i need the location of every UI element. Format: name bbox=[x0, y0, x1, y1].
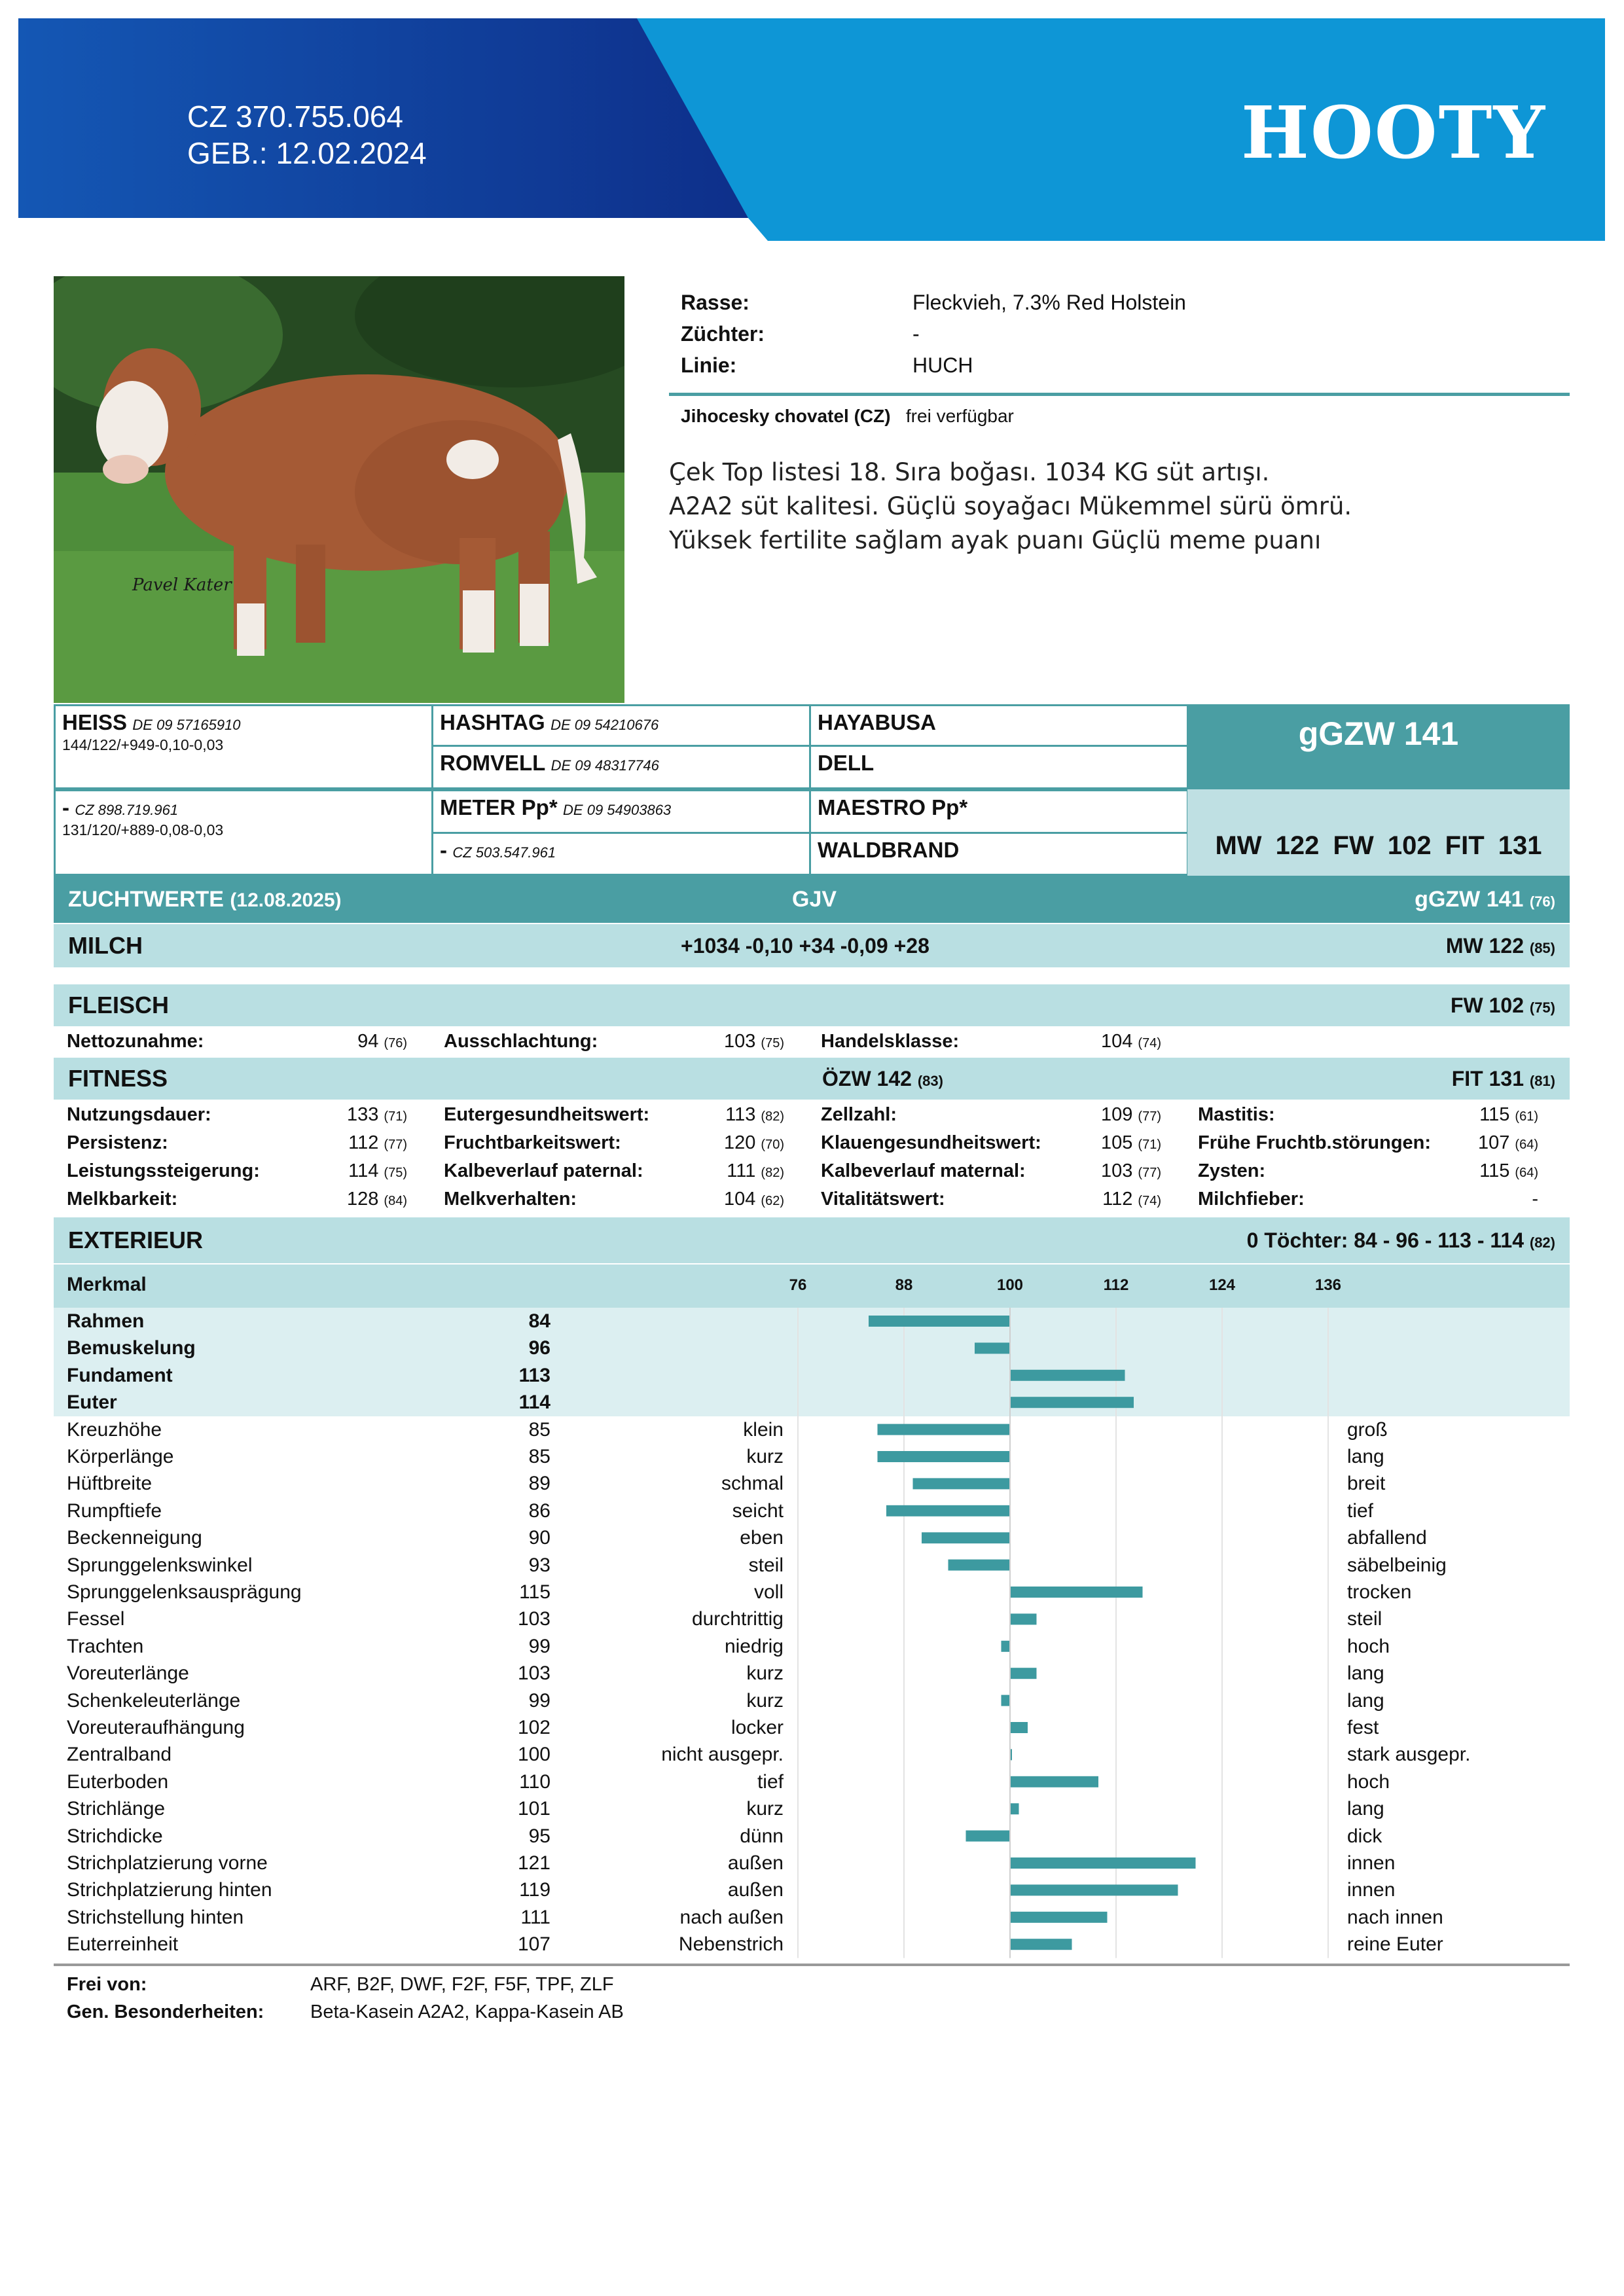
zuchtwerte-right-rel: (76) bbox=[1529, 893, 1555, 910]
exterieur-row bbox=[0, 1416, 1624, 1443]
fleisch-right-rel: (75) bbox=[1529, 999, 1555, 1016]
item-value: 104 bbox=[1100, 1031, 1133, 1052]
trait-name: Voreuterlänge bbox=[67, 1662, 189, 1685]
trait-value: 114 bbox=[518, 1391, 550, 1414]
pedigree-dam bbox=[54, 789, 433, 876]
trait-high-label: innen bbox=[1347, 1879, 1396, 1901]
info-value: HUCH bbox=[912, 353, 973, 377]
item-key: Milchfieber: bbox=[1198, 1189, 1305, 1210]
sd-name: ROMVELL bbox=[440, 751, 546, 775]
trait-name: Strichdicke bbox=[67, 1825, 163, 1847]
trait-name: Trachten bbox=[67, 1635, 144, 1657]
fitness-item bbox=[821, 1129, 1161, 1157]
dds-name: WALDBRAND bbox=[818, 838, 960, 862]
exterieur-row bbox=[0, 1687, 1624, 1714]
item-key: Kalbeverlauf paternal: bbox=[444, 1160, 643, 1181]
item-value: 107 bbox=[1477, 1132, 1510, 1153]
bull-illustration bbox=[54, 276, 624, 703]
item-rel: (77) bbox=[384, 1138, 407, 1152]
summary-badge: MW 122 FW 102 FIT 131 bbox=[1187, 789, 1570, 876]
item-rel: (82) bbox=[761, 1166, 784, 1180]
trait-value: 86 bbox=[528, 1499, 550, 1522]
trait-low-label: locker bbox=[731, 1717, 784, 1738]
item-key: Mastitis: bbox=[1198, 1104, 1275, 1125]
item-value: 111 bbox=[727, 1160, 756, 1181]
milch-right-rel: (85) bbox=[1529, 940, 1555, 956]
trait-value: 121 bbox=[517, 1852, 550, 1874]
item-rel: (75) bbox=[761, 1036, 784, 1050]
exterieur-row bbox=[0, 1876, 1624, 1903]
trait-name: Voreuteraufhängung bbox=[67, 1717, 245, 1738]
trait-low-label: niedrig bbox=[724, 1635, 784, 1657]
item-key: Nettozunahme: bbox=[67, 1031, 204, 1052]
item-rel: (70) bbox=[761, 1138, 784, 1152]
sds-name: DELL bbox=[818, 751, 875, 775]
item-value: 112 bbox=[348, 1132, 379, 1153]
info-label: Rasse: bbox=[681, 291, 749, 314]
trait-high-label: hoch bbox=[1347, 1635, 1390, 1657]
item-rel: (71) bbox=[384, 1109, 407, 1124]
dam-name: - bbox=[62, 795, 69, 819]
genetic-features-label: Gen. Besonderheiten: bbox=[67, 2001, 264, 2022]
info-row-line bbox=[669, 350, 1570, 381]
trait-name: Körperlänge bbox=[67, 1446, 174, 1467]
exterieur-row bbox=[0, 1470, 1624, 1497]
trait-name: Beckenneigung bbox=[67, 1527, 202, 1549]
exterieur-row bbox=[0, 1524, 1624, 1551]
trait-low-label: kurz bbox=[746, 1662, 784, 1685]
trait-value: 100 bbox=[517, 1744, 550, 1766]
trait-value: 101 bbox=[517, 1798, 550, 1820]
sire-stats: 144/122/+949-0,10-0,03 bbox=[62, 736, 224, 753]
free-from-label: Frei von: bbox=[67, 1974, 147, 1995]
trait-value: 103 bbox=[517, 1608, 550, 1630]
free-from-value: ARF, B2F, DWF, F2F, F5F, TPF, ZLF bbox=[310, 1974, 614, 1995]
ss-name: HASHTAG bbox=[440, 710, 545, 734]
trait-value: 95 bbox=[528, 1825, 550, 1847]
description-line: Çek Top listesi 18. Sıra boğası. 1034 KG süt artışı. bbox=[669, 458, 1270, 486]
description-line: A2A2 süt kalitesi. Güçlü soyağacı Mükemmel sürü ömrü. bbox=[669, 492, 1352, 520]
trait-value: 115 bbox=[519, 1581, 550, 1603]
exterieur-row bbox=[0, 1579, 1624, 1605]
trait-value: 110 bbox=[519, 1770, 550, 1793]
pedigree-dam-sire bbox=[431, 789, 811, 834]
item-value: 115 bbox=[1479, 1104, 1510, 1125]
trait-high-label: fest bbox=[1347, 1717, 1379, 1738]
item-key: Zysten: bbox=[1198, 1160, 1266, 1181]
trait-name: Strichstellung hinten bbox=[67, 1906, 244, 1928]
exterieur-row bbox=[0, 1443, 1624, 1470]
fitness-center bbox=[822, 1058, 943, 1102]
ss-id: DE 09 54210676 bbox=[550, 717, 659, 733]
exterieur-row bbox=[0, 1714, 1624, 1741]
item-key: Kalbeverlauf maternal: bbox=[821, 1160, 1026, 1181]
exterieur-row bbox=[0, 1308, 1624, 1335]
fitness-item bbox=[67, 1101, 407, 1128]
item-rel: (77) bbox=[1138, 1109, 1161, 1124]
trait-high-label: groß bbox=[1347, 1418, 1388, 1441]
item-value: 133 bbox=[346, 1104, 379, 1125]
item-value: 109 bbox=[1100, 1104, 1133, 1125]
pedigree-dss bbox=[809, 789, 1189, 834]
item-value: 128 bbox=[346, 1189, 379, 1210]
milch-band bbox=[54, 924, 1570, 967]
trait-low-label: durchtrittig bbox=[691, 1608, 784, 1630]
fitness-center-rel: (83) bbox=[917, 1073, 943, 1089]
fitness-item bbox=[67, 1157, 407, 1185]
exterieur-right-rel: (82) bbox=[1529, 1234, 1555, 1251]
scale-tick-label: 76 bbox=[789, 1276, 807, 1294]
fitness-item bbox=[821, 1157, 1161, 1185]
fitness-item bbox=[1198, 1129, 1538, 1157]
fitness-item bbox=[444, 1157, 784, 1185]
fitness-item bbox=[821, 1101, 1161, 1128]
trait-low-label: kurz bbox=[746, 1798, 784, 1820]
scale-tick-label: 88 bbox=[895, 1276, 913, 1294]
trait-value: 85 bbox=[528, 1418, 550, 1441]
trait-value: 99 bbox=[528, 1635, 550, 1657]
item-key: Eutergesundheitswert: bbox=[444, 1104, 650, 1125]
scale-tick-label: 100 bbox=[996, 1276, 1024, 1294]
pedigree-dam-dam bbox=[431, 832, 811, 876]
zuchtwerte-date: (12.08.2025) bbox=[230, 889, 342, 911]
info-label: Linie: bbox=[681, 353, 737, 377]
trait-high-label: breit bbox=[1347, 1473, 1386, 1495]
fleisch-right bbox=[1451, 984, 1555, 1029]
item-rel: (74) bbox=[1138, 1194, 1161, 1208]
trait-high-label: lang bbox=[1347, 1689, 1384, 1712]
trait-low-label: außen bbox=[727, 1852, 784, 1874]
trait-low-label: voll bbox=[753, 1581, 784, 1603]
pedigree-sire-dam bbox=[431, 745, 811, 789]
sd-id: DE 09 48317746 bbox=[550, 757, 659, 774]
trait-value: 99 bbox=[528, 1689, 550, 1712]
trait-name: Euterreinheit bbox=[67, 1933, 179, 1956]
item-value: 105 bbox=[1100, 1132, 1133, 1153]
trait-high-label: säbelbeinig bbox=[1347, 1554, 1447, 1576]
pedigree-sire-sire bbox=[431, 704, 811, 747]
item-key: Klauengesundheitswert: bbox=[821, 1132, 1041, 1153]
divider bbox=[669, 393, 1570, 396]
fitness-item bbox=[67, 1129, 407, 1157]
trait-name: Fessel bbox=[67, 1608, 125, 1630]
trait-low-label: außen bbox=[727, 1879, 784, 1901]
trait-high-label: innen bbox=[1347, 1852, 1396, 1874]
exterieur-row bbox=[0, 1552, 1624, 1579]
fitness-right-rel: (81) bbox=[1529, 1073, 1555, 1089]
bull-name: HOOTY bbox=[1241, 90, 1546, 175]
scale-tick-label: 112 bbox=[1103, 1276, 1129, 1294]
availability: frei verfügbar bbox=[905, 406, 1014, 426]
ds-id: DE 09 54903863 bbox=[563, 802, 672, 818]
pedigree bbox=[54, 704, 1570, 876]
dam-id: CZ 898.719.961 bbox=[75, 802, 179, 818]
item-key: Vitalitätswert: bbox=[821, 1189, 945, 1210]
exterieur-row bbox=[0, 1498, 1624, 1524]
item-rel: (62) bbox=[761, 1194, 784, 1208]
zuchtwerte-band bbox=[54, 876, 1570, 923]
trait-low-label: tief bbox=[757, 1770, 784, 1793]
milch-right-value: MW 122 bbox=[1445, 934, 1524, 958]
footer-divider bbox=[54, 1964, 1570, 1966]
ds-name: METER Pp* bbox=[440, 795, 558, 819]
trait-name: Kreuzhöhe bbox=[67, 1418, 162, 1441]
pedigree-dds bbox=[809, 832, 1189, 876]
trait-name: Strichplatzierung hinten bbox=[67, 1879, 272, 1901]
sire-name: HEISS bbox=[62, 710, 128, 734]
item-key: Ausschlachtung: bbox=[444, 1031, 598, 1052]
item-key: Melkverhalten: bbox=[444, 1189, 577, 1210]
fitness-item bbox=[444, 1185, 784, 1213]
fleisch-item bbox=[67, 1028, 407, 1055]
item-rel: (71) bbox=[1138, 1138, 1161, 1152]
item-rel: (64) bbox=[1515, 1166, 1538, 1180]
item-value: - bbox=[1532, 1189, 1538, 1210]
trait-low-label: seicht bbox=[732, 1499, 784, 1522]
exterieur-row bbox=[0, 1633, 1624, 1660]
fitness-item bbox=[1198, 1185, 1538, 1213]
item-value: 114 bbox=[348, 1160, 379, 1181]
exterieur-row bbox=[0, 1850, 1624, 1876]
exterieur-title: EXTERIEUR bbox=[68, 1227, 204, 1253]
exterieur-row bbox=[0, 1362, 1624, 1389]
zuchtwerte-right-value: gGZW 141 bbox=[1415, 887, 1524, 912]
exterieur-row bbox=[0, 1660, 1624, 1687]
pedigree-sire bbox=[54, 704, 433, 789]
fitness-item bbox=[1198, 1101, 1538, 1128]
zuchtwerte-title bbox=[68, 876, 342, 924]
trait-value: 84 bbox=[528, 1310, 550, 1332]
item-value: 94 bbox=[357, 1031, 379, 1052]
trait-value: 119 bbox=[519, 1879, 550, 1901]
trait-low-label: Nebenstrich bbox=[678, 1933, 784, 1956]
trait-low-label: kurz bbox=[746, 1689, 784, 1712]
fleisch-band bbox=[54, 984, 1570, 1026]
item-value: 120 bbox=[723, 1132, 756, 1153]
fitness-item bbox=[67, 1185, 407, 1213]
trait-value: 93 bbox=[528, 1554, 550, 1576]
trait-value: 113 bbox=[518, 1364, 550, 1386]
sire-id: DE 09 57165910 bbox=[132, 717, 241, 733]
fitness-title: FITNESS bbox=[68, 1065, 168, 1092]
trait-high-label: tief bbox=[1347, 1499, 1374, 1522]
birth-date: GEB.: 12.02.2024 bbox=[187, 136, 427, 170]
dd-id: CZ 503.547.961 bbox=[452, 844, 556, 861]
exterieur-row bbox=[0, 1931, 1624, 1958]
trait-name: Sprunggelenkswinkel bbox=[67, 1554, 253, 1576]
item-key: Fruchtbarkeitswert: bbox=[444, 1132, 621, 1153]
dam-stats: 131/120/+889-0,08-0,03 bbox=[62, 821, 224, 838]
trait-high-label: hoch bbox=[1347, 1770, 1390, 1793]
trait-low-label: nicht ausgepr. bbox=[661, 1744, 784, 1766]
trait-name: Rumpftiefe bbox=[67, 1499, 162, 1522]
fleisch-item bbox=[444, 1028, 784, 1055]
fitness-right bbox=[1452, 1058, 1555, 1102]
exterieur-header bbox=[54, 1265, 1570, 1308]
fitness-item bbox=[821, 1185, 1161, 1213]
fitness-item bbox=[444, 1129, 784, 1157]
fleisch-item bbox=[821, 1028, 1161, 1055]
milch-values: +1034 -0,10 +34 -0,09 +28 bbox=[681, 934, 929, 958]
scale-tick-label: 136 bbox=[1314, 1276, 1342, 1294]
trait-name: Sprunggelenksausprägung bbox=[67, 1581, 302, 1603]
item-key: Melkbarkeit: bbox=[67, 1189, 178, 1210]
item-value: 104 bbox=[723, 1189, 756, 1210]
item-key: Frühe Fruchtb.störungen: bbox=[1198, 1132, 1432, 1153]
trait-low-label: nach außen bbox=[679, 1906, 784, 1928]
item-rel: (74) bbox=[1138, 1036, 1161, 1050]
trait-name: Zentralband bbox=[67, 1744, 172, 1766]
info-label: Züchter: bbox=[681, 322, 765, 346]
trait-high-label: steil bbox=[1347, 1608, 1382, 1630]
trait-name: Euterboden bbox=[67, 1770, 169, 1793]
item-value: 103 bbox=[1100, 1160, 1133, 1181]
trait-value: 85 bbox=[528, 1446, 550, 1467]
item-value: 103 bbox=[723, 1031, 756, 1052]
trait-value: 102 bbox=[517, 1717, 550, 1738]
trait-name: Fundament bbox=[67, 1364, 173, 1386]
photo-caption: Pavel Kater bbox=[132, 575, 232, 595]
item-key: Nutzungsdauer: bbox=[67, 1104, 211, 1125]
trait-low-label: steil bbox=[748, 1554, 784, 1576]
trait-value: 96 bbox=[528, 1337, 550, 1359]
fitness-band bbox=[54, 1058, 1570, 1100]
exterieur-row bbox=[0, 1605, 1624, 1632]
registration-id: CZ 370.755.064 bbox=[187, 99, 403, 134]
exterieur-right bbox=[1247, 1217, 1555, 1266]
trait-high-label: stark ausgepr. bbox=[1347, 1744, 1471, 1766]
fitness-item bbox=[444, 1101, 784, 1128]
fleisch-title: FLEISCH bbox=[68, 992, 170, 1018]
exterieur-row bbox=[0, 1741, 1624, 1768]
info-value: Fleckvieh, 7.3% Red Holstein bbox=[912, 291, 1186, 314]
trait-high-label: lang bbox=[1347, 1798, 1384, 1820]
item-rel: (77) bbox=[1138, 1166, 1161, 1180]
dd-name: - bbox=[440, 838, 447, 862]
exterieur-band bbox=[54, 1217, 1570, 1263]
zuchtwerte-center: GJV bbox=[792, 887, 837, 912]
free-from bbox=[67, 1971, 614, 1998]
trait-value: 103 bbox=[517, 1662, 550, 1685]
item-key: Persistenz: bbox=[67, 1132, 168, 1153]
trait-low-label: eben bbox=[740, 1527, 784, 1549]
fitness-center-value: ÖZW 142 bbox=[822, 1067, 912, 1090]
pedigree-sds bbox=[809, 745, 1189, 789]
trait-high-label: reine Euter bbox=[1347, 1933, 1443, 1956]
owner-availability bbox=[681, 398, 1014, 435]
ggzw-badge: gGZW 141 bbox=[1187, 704, 1570, 789]
description bbox=[669, 456, 1454, 558]
description-line: Yüksek fertilite sağlam ayak puanı Güçlü meme puanı bbox=[669, 526, 1322, 554]
sss-name: HAYABUSA bbox=[818, 710, 936, 734]
trait-high-label: nach innen bbox=[1347, 1906, 1443, 1928]
trait-name: Euter bbox=[67, 1391, 117, 1414]
trait-name: Schenkeleuterlänge bbox=[67, 1689, 241, 1712]
item-rel: (75) bbox=[384, 1166, 407, 1180]
trait-name: Strichlänge bbox=[67, 1798, 166, 1820]
header-banner bbox=[18, 18, 1605, 241]
item-rel: (64) bbox=[1515, 1138, 1538, 1152]
trait-name: Hüftbreite bbox=[67, 1473, 153, 1495]
info-row-breeder bbox=[669, 318, 1570, 350]
exterieur-row bbox=[0, 1389, 1624, 1416]
trait-name: Strichplatzierung vorne bbox=[67, 1852, 268, 1874]
trait-high-label: trocken bbox=[1347, 1581, 1412, 1603]
trait-low-label: dünn bbox=[740, 1825, 784, 1847]
trait-low-label: klein bbox=[743, 1418, 784, 1441]
exterieur-right-value: 0 Töchter: 84 - 96 - 113 - 114 bbox=[1246, 1229, 1524, 1252]
item-rel: (84) bbox=[384, 1194, 407, 1208]
item-key: Leistungssteigerung: bbox=[67, 1160, 260, 1181]
trait-low-label: kurz bbox=[746, 1446, 784, 1467]
item-value: 113 bbox=[725, 1104, 756, 1125]
trait-high-label: dick bbox=[1347, 1825, 1382, 1847]
exterieur-row bbox=[0, 1335, 1624, 1361]
genetic-features bbox=[67, 1999, 624, 2025]
owner: Jihocesky chovatel (CZ) bbox=[681, 406, 891, 426]
zuchtwerte-right bbox=[1415, 876, 1555, 925]
trait-high-label: lang bbox=[1347, 1446, 1384, 1467]
fleisch-right-value: FW 102 bbox=[1450, 994, 1524, 1017]
fitness-right-value: FIT 131 bbox=[1451, 1067, 1524, 1090]
item-rel: (61) bbox=[1515, 1109, 1538, 1124]
milch-right bbox=[1446, 924, 1555, 970]
item-value: 115 bbox=[1479, 1160, 1510, 1181]
item-rel: (76) bbox=[384, 1036, 407, 1050]
trait-value: 90 bbox=[528, 1527, 550, 1549]
genetic-features-value: Beta-Kasein A2A2, Kappa-Kasein AB bbox=[310, 2001, 624, 2022]
bull-info bbox=[669, 287, 1570, 426]
trait-value: 107 bbox=[517, 1933, 550, 1956]
bull-photo bbox=[54, 276, 624, 703]
trait-high-label: abfallend bbox=[1347, 1527, 1427, 1549]
milch-title: MILCH bbox=[68, 932, 143, 959]
trait-value: 111 bbox=[520, 1906, 550, 1928]
exterieur-row bbox=[0, 1795, 1624, 1822]
item-key: Handelsklasse: bbox=[821, 1031, 960, 1052]
trait-high-label: lang bbox=[1347, 1662, 1384, 1685]
item-key: Zellzahl: bbox=[821, 1104, 897, 1125]
pedigree-sss bbox=[809, 704, 1189, 747]
trait-low-label: schmal bbox=[721, 1473, 784, 1495]
scale-tick-label: 124 bbox=[1208, 1276, 1236, 1294]
item-rel: (82) bbox=[761, 1109, 784, 1124]
trait-value: 89 bbox=[528, 1473, 550, 1495]
info-row-breed bbox=[669, 287, 1570, 318]
trait-name: Rahmen bbox=[67, 1310, 145, 1332]
exterieur-row bbox=[0, 1904, 1624, 1931]
zuchtwerte-title-text: ZUCHTWERTE bbox=[68, 887, 224, 912]
trait-name: Bemuskelung bbox=[67, 1337, 196, 1359]
info-value: - bbox=[912, 322, 920, 346]
item-value: 112 bbox=[1102, 1189, 1133, 1210]
merkmal-header: Merkmal bbox=[67, 1274, 147, 1295]
exterieur-row bbox=[0, 1768, 1624, 1795]
dss-name: MAESTRO Pp* bbox=[818, 795, 968, 819]
fitness-item bbox=[1198, 1157, 1538, 1185]
exterieur-row bbox=[0, 1823, 1624, 1850]
